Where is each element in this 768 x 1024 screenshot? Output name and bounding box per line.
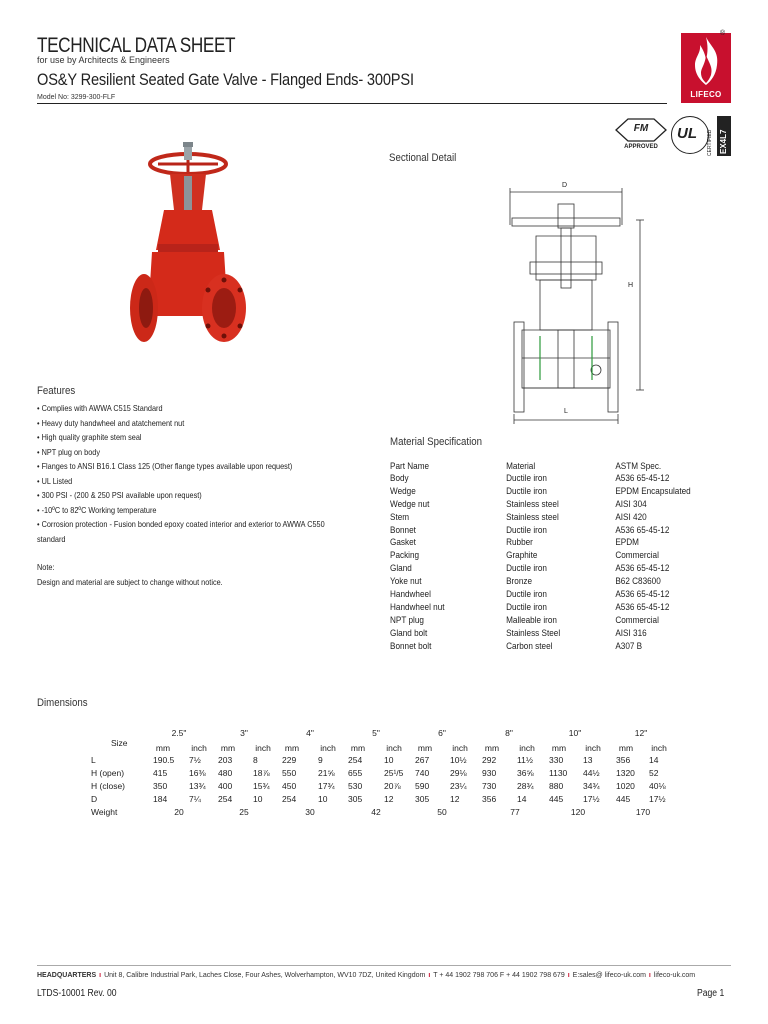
dimension-value: 356 — [616, 755, 631, 765]
weight-value: 77 — [510, 807, 520, 817]
astm-spec-cell: AISI 316 — [615, 627, 647, 639]
dimension-value: 480 — [218, 768, 233, 778]
dimension-value: 34¾ — [583, 781, 600, 791]
fm-approved-badge — [614, 117, 668, 157]
size-label: Size — [111, 738, 128, 748]
footer-separator: ı — [428, 972, 431, 979]
dimension-value: 350 — [153, 781, 168, 791]
email-link[interactable]: E:sales@ lifeco-uk.com — [572, 972, 646, 979]
weight-value: 120 — [570, 807, 586, 817]
astm-spec-cell: A536 65-45-12 — [615, 473, 670, 484]
ul-label: UL — [677, 125, 697, 142]
website-link[interactable]: lifeco-uk.com — [653, 972, 696, 979]
unit-mm-header: mm — [551, 743, 567, 753]
dimension-value: 550 — [282, 768, 297, 778]
feature-item: • 300 PSI - (200 & 250 PSI available upon request) — [37, 490, 202, 500]
features-heading: Features — [37, 385, 76, 397]
part-name-header: Part Name — [390, 461, 430, 472]
size-header: 6" — [438, 728, 446, 738]
ul-side-label: CERTIFIED — [707, 129, 713, 156]
astm-spec-cell: B62 C83600 — [615, 576, 661, 588]
dimensions-table — [91, 726, 693, 831]
dimension-value: 36⅝ — [517, 768, 534, 778]
footer-separator: ı — [648, 972, 651, 979]
product-name: OS&Y Resilient Seated Gate Valve - Flanged Ends- 300PSI — [37, 70, 414, 89]
unit-mm-header: mm — [417, 743, 433, 753]
material-row — [390, 550, 717, 563]
dimension-value: 1130 — [549, 768, 568, 778]
dimension-value: 356 — [482, 794, 497, 804]
dimension-row-label: L — [91, 755, 96, 765]
material-row — [390, 499, 717, 512]
dimension-value: 25¹/5 — [384, 768, 404, 778]
dimension-row-label: H (close) — [91, 781, 126, 791]
ul-listed-tag — [717, 116, 731, 156]
dimension-value: 305 — [348, 794, 363, 804]
material-row — [390, 525, 717, 538]
astm-spec-cell: EPDM Encapsulated — [615, 485, 691, 497]
dimension-value: 10 — [384, 755, 394, 765]
dimension-value: 8 — [253, 755, 258, 765]
dimension-value: 415 — [153, 768, 168, 778]
dimension-value: 12 — [450, 794, 460, 804]
dimension-value: 880 — [549, 781, 564, 791]
astm-spec-cell: Commercial — [615, 614, 659, 626]
part-name-cell: Bonnet — [390, 524, 416, 536]
dimension-value: 14 — [649, 755, 659, 765]
dimension-value: 15¾ — [253, 781, 270, 791]
dimension-value: 930 — [482, 768, 497, 778]
gate-valve-image — [128, 140, 258, 360]
unit-mm-header: mm — [220, 743, 236, 753]
material-row — [390, 641, 717, 654]
dimension-value: 9 — [318, 755, 323, 765]
dimension-value: 11½ — [517, 755, 533, 765]
dimension-value: 655 — [348, 768, 363, 778]
dimension-value: 184 — [153, 794, 168, 804]
dimension-value: 10½ — [450, 755, 467, 765]
dimension-h-label: H — [628, 282, 634, 289]
note-text: Design and material are subject to change without notice. — [37, 577, 223, 587]
material-row — [390, 615, 717, 628]
part-name-cell: Handwheel — [390, 589, 431, 601]
dimension-value: 254 — [348, 755, 363, 765]
footer-divider — [37, 965, 731, 966]
material-name-cell: Rubber — [506, 537, 533, 549]
material-name-cell: Stainless Steel — [506, 627, 561, 639]
dimension-value: 20⅞ — [384, 781, 401, 791]
unit-inch-header: inch — [452, 743, 468, 753]
weight-value: 170 — [635, 807, 651, 817]
model-number: Model No: 3299-300-FLF — [37, 94, 116, 101]
dimension-value: 254 — [218, 794, 233, 804]
size-header: 2.5" — [171, 728, 187, 738]
dimension-value: 1320 — [616, 768, 635, 778]
material-name-cell: Ductile iron — [506, 524, 547, 536]
unit-inch-header: inch — [255, 743, 271, 753]
feature-item: • NPT plug on body — [37, 446, 100, 457]
footer-contact — [37, 972, 695, 979]
dimension-value: 44½ — [583, 768, 600, 778]
feature-item: standard — [37, 533, 66, 544]
astm-spec-cell: A536 65-45-12 — [615, 524, 670, 536]
dimension-value: 17½ — [583, 794, 600, 804]
dimension-value: 590 — [415, 781, 430, 791]
fm-label: FM — [633, 123, 649, 134]
valve-photo — [128, 140, 258, 360]
size-header: 4" — [306, 728, 314, 738]
weight-value: 30 — [305, 807, 315, 817]
unit-mm-header: mm — [350, 743, 366, 753]
weight-value: 50 — [437, 807, 447, 817]
ul-certified-text — [707, 116, 717, 156]
material-name-cell: Ductile iron — [506, 589, 547, 601]
weight-value: 42 — [371, 807, 381, 817]
part-name-cell: Body — [390, 473, 409, 484]
material-row — [390, 486, 717, 499]
material-spec-heading: Material Specification — [390, 436, 483, 448]
part-name-cell: Stem — [390, 511, 410, 523]
dimension-value: 267 — [415, 755, 430, 765]
unit-mm-header: mm — [155, 743, 171, 753]
feature-item: • Flanges to ANSI B16.1 Class 125 (Other flange types available upon request) — [37, 461, 293, 471]
dimension-value: 254 — [282, 794, 297, 804]
dimension-value: 740 — [415, 768, 430, 778]
document-id: LTDS-10001 Rev. 00 — [37, 988, 117, 999]
valve-cross-section — [500, 180, 650, 425]
dimension-value: 13¾ — [189, 781, 206, 791]
hq-address: Unit 8, Calibre Industrial Park, Laches Close, Four Ashes, Wolverhampton, WV10 7DZ, United Kingdom — [104, 972, 426, 979]
material-name-cell: Stainless steel — [506, 511, 559, 523]
unit-mm-header: mm — [484, 743, 500, 753]
dimension-value: 7½ — [189, 755, 201, 765]
astm-spec-cell: A307 B — [615, 640, 643, 652]
dimension-value: 10 — [253, 794, 263, 804]
dimension-value: 52 — [649, 768, 659, 778]
size-header: 12" — [634, 728, 648, 738]
weight-value: 20 — [174, 807, 184, 817]
unit-inch-header: inch — [386, 743, 402, 753]
material-name-cell: Ductile iron — [506, 485, 547, 497]
unit-inch-header: inch — [191, 743, 207, 753]
feature-item: • UL Listed — [37, 475, 73, 486]
part-name-cell: Packing — [390, 550, 420, 562]
material-header: Material — [506, 461, 536, 472]
dimension-value: 17½ — [649, 794, 666, 804]
dimension-value: 229 — [282, 755, 297, 765]
registered-mark: ® — [720, 30, 726, 37]
part-name-cell: Handwheel nut — [390, 601, 445, 613]
dimension-value: 17¾ — [318, 781, 335, 791]
material-row — [390, 602, 717, 615]
part-name-cell: Wedge nut — [390, 498, 430, 510]
unit-inch-header: inch — [320, 743, 336, 753]
material-name-cell: Carbon steel — [506, 640, 553, 652]
material-row — [390, 589, 717, 602]
part-name-cell: Yoke nut — [390, 576, 422, 588]
size-header: 3" — [240, 728, 248, 738]
footer-separator: ı — [99, 972, 102, 979]
material-name-cell: Malleable iron — [506, 614, 557, 626]
astm-spec-cell: A536 65-45-12 — [615, 589, 670, 601]
dimension-value: 445 — [616, 794, 631, 804]
part-name-cell: Wedge — [390, 485, 416, 497]
dimension-d-label: D — [562, 182, 568, 189]
material-name-cell: Graphite — [506, 550, 538, 562]
unit-mm-header: mm — [618, 743, 634, 753]
weight-value: 25 — [239, 807, 249, 817]
dimension-value: 190.5 — [153, 755, 175, 765]
dimension-value: 203 — [218, 755, 233, 765]
part-name-cell: NPT plug — [390, 614, 424, 626]
feature-item: • -10ºC to 82ºC Working temperature — [37, 504, 157, 515]
page-number: Page 1 — [697, 988, 725, 999]
material-row — [390, 473, 717, 486]
material-name-cell: Ductile iron — [506, 563, 547, 575]
material-name-cell: Bronze — [506, 576, 532, 588]
dimension-l-label: L — [564, 408, 568, 415]
unit-inch-header: inch — [585, 743, 601, 753]
logo-wordmark: LIFECO — [690, 90, 722, 99]
material-name-cell: Stainless steel — [506, 498, 559, 510]
material-row — [390, 628, 717, 641]
phone-fax: T + 44 1902 798 706 F + 44 1902 798 679 — [433, 972, 565, 979]
fm-caption: APPROVED — [624, 144, 658, 150]
dimension-row-label: D — [91, 794, 98, 804]
dimension-value: 292 — [482, 755, 497, 765]
dimension-value: 28¾ — [517, 781, 534, 791]
part-name-cell: Gland — [390, 563, 412, 575]
dimension-value: 23¼ — [450, 781, 467, 791]
dimension-value: 730 — [482, 781, 497, 791]
dimension-value: 14 — [517, 794, 527, 804]
dimension-value: 21⅝ — [318, 768, 335, 778]
dimension-value: 40⅛ — [649, 781, 666, 791]
feature-item: • High quality graphite stem seal — [37, 432, 142, 442]
dimension-value: 7¼ — [189, 794, 201, 804]
material-rows — [390, 473, 717, 653]
ul-listed-code: EX4L7 — [719, 129, 728, 154]
dimension-value: 12 — [384, 794, 394, 804]
note-label: Note: — [37, 562, 55, 572]
part-name-cell: Gland bolt — [390, 627, 428, 639]
ul-listed-badge — [671, 116, 709, 154]
dimension-row-label: H (open) — [91, 768, 125, 778]
size-header: 5" — [372, 728, 380, 738]
sectional-detail-heading: Sectional Detail — [389, 152, 457, 164]
dimension-value: 29⅛ — [450, 768, 467, 778]
dimension-value: 16⅜ — [189, 768, 206, 778]
astm-spec-cell: EPDM — [615, 537, 639, 549]
part-name-cell: Gasket — [390, 537, 416, 549]
material-row — [390, 563, 717, 576]
material-name-cell: Ductile iron — [506, 601, 547, 613]
dimension-value: 305 — [415, 794, 430, 804]
material-row — [390, 512, 717, 525]
astm-spec-cell: A536 65-45-12 — [615, 601, 670, 613]
size-header: 10" — [568, 728, 582, 738]
dimensions-heading: Dimensions — [37, 697, 88, 709]
weight-label: Weight — [91, 807, 118, 817]
dimension-value: 10 — [318, 794, 328, 804]
flame-icon — [681, 33, 731, 91]
dimension-value: 1020 — [616, 781, 635, 791]
size-header: 8" — [505, 728, 513, 738]
material-name-cell: Ductile iron — [506, 473, 547, 484]
astm-spec-header: ASTM Spec. — [615, 461, 662, 472]
feature-item: • Complies with AWWA C515 Standard — [37, 403, 163, 413]
dimension-value: 13 — [583, 755, 593, 765]
sectional-drawing — [500, 180, 650, 425]
dimension-value: 400 — [218, 781, 233, 791]
material-row — [390, 576, 717, 589]
material-header-row — [390, 461, 717, 473]
features-list — [37, 401, 398, 546]
footer-separator: ı — [567, 972, 570, 979]
dimension-value: 18⅞ — [253, 768, 270, 778]
unit-mm-header: mm — [284, 743, 300, 753]
unit-inch-header: inch — [651, 743, 667, 753]
hq-label: HEADQUARTERS — [37, 972, 97, 979]
unit-inch-header: inch — [519, 743, 535, 753]
part-name-cell: Bonnet bolt — [390, 640, 432, 652]
dimension-value: 445 — [549, 794, 564, 804]
material-row — [390, 537, 717, 550]
astm-spec-cell: Commercial — [615, 550, 659, 562]
feature-item: • Corrosion protection - Fusion bonded epoxy coated interior and exterior to AWWA C550 — [37, 519, 325, 529]
dimension-value: 450 — [282, 781, 297, 791]
material-table — [390, 461, 717, 653]
feature-item: • Heavy duty handwheel and atatchement nut — [37, 417, 185, 428]
astm-spec-cell: AISI 304 — [615, 498, 647, 510]
astm-spec-cell: A536 65-45-12 — [615, 563, 670, 575]
dimension-value: 330 — [549, 755, 564, 765]
document-title: TECHNICAL DATA SHEET — [37, 34, 236, 57]
dimension-value: 530 — [348, 781, 363, 791]
astm-spec-cell: AISI 420 — [615, 511, 647, 523]
header-divider — [37, 103, 667, 104]
document-subtitle: for use by Architects & Engineers — [37, 55, 170, 65]
